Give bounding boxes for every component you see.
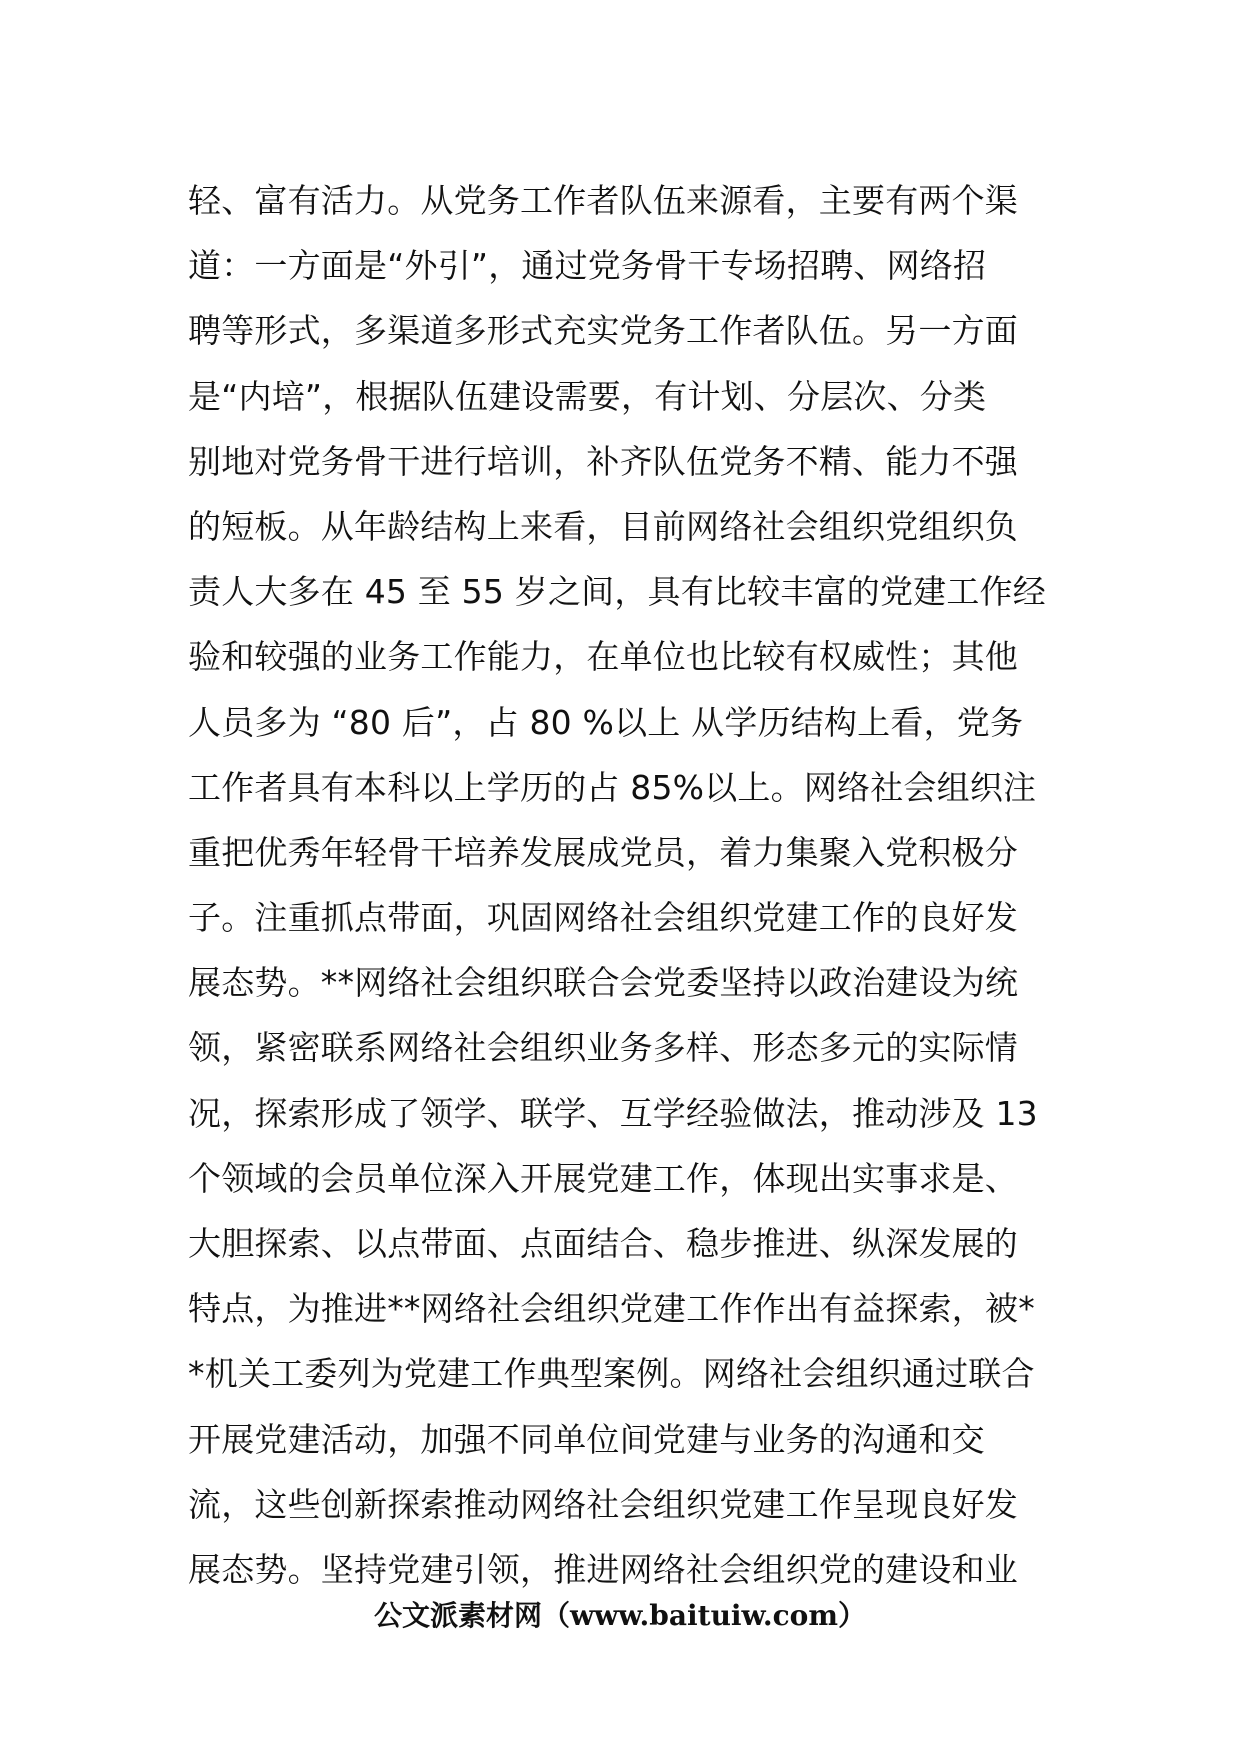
text-line: 的短板。从年龄结构上来看，目前网络社会组织党组织负 (188, 506, 1018, 546)
text-line: 人员多为 “80 后”，占 80 %以上 从学历结构上看，党务 (188, 702, 1024, 742)
text-line: 开展党建活动，加强不同单位间党建与业务的沟通和交 (188, 1419, 985, 1459)
text-line: 重把优秀年轻骨干培养发展成党员，着力集聚入党积极分 (188, 832, 1018, 872)
text-line: 特点，为推进**网络社会组织党建工作作出有益探索，被* (188, 1289, 1035, 1329)
text-line: 大胆探索、以点带面、点面结合、稳步推进、纵深发展的 (188, 1224, 1018, 1263)
text-line: 工作者具有本科以上学历的占 85%以上。网络社会组织注 (188, 767, 1037, 807)
text-line: 是“内培”，根据队伍建设需要，有计划、分层次、分类 (188, 376, 987, 416)
text-line: 流，这些创新探索推动网络社会组织党建工作呈现良好发 (188, 1484, 1018, 1524)
text-line: 责人大多在 45 至 55 岁之间，具有比较丰富的党建工作经 (188, 572, 1046, 612)
text-line: 别地对党务骨干进行培训，补齐队伍党务不精、能力不强 (188, 441, 1018, 481)
text-line: 验和较强的业务工作能力，在单位也比较有权威性；其他 (188, 637, 1018, 677)
footer-watermark-text: 公文派素材网（www.baituiw.com） (374, 1599, 866, 1632)
text-line: 展态势。坚持党建引领，推进网络社会组织党的建设和业 (188, 1549, 1018, 1589)
text-line: 展态势。**网络社会组织联合会党委坚持以政治建设为统 (188, 963, 1019, 1003)
text-line: 轻、富有活力。从党务工作者队伍来源看，主要有两个渠 (188, 181, 1018, 220)
text-line: 领，紧密联系网络社会组织业务多样、形态多元的实际情 (188, 1028, 1018, 1068)
body-text (188, 168, 1068, 1602)
text-line: 况，探索形成了领学、联学、互学经验做法，推动涉及 13 (188, 1093, 1038, 1133)
text-line: 聘等形式，多渠道多形式充实党务工作者队伍。另一方面 (188, 311, 1018, 351)
text-line: 个领域的会员单位深入开展党建工作，体现出实事求是、 (188, 1158, 1018, 1198)
text-line: *机关工委列为党建工作典型案例。网络社会组织通过联合 (188, 1354, 1035, 1394)
text-line: 子。注重抓点带面，巩固网络社会组织党建工作的良好发 (188, 898, 1018, 938)
text-line: 道：一方面是“外引”，通过党务骨干专场招聘、网络招 (188, 246, 987, 286)
